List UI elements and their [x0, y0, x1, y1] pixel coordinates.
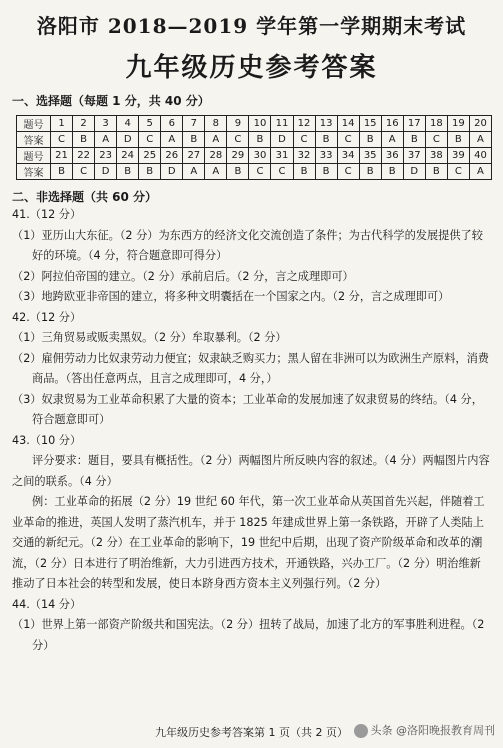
- question-number: 43.（10 分）: [12, 433, 82, 447]
- table-cell: C: [249, 164, 271, 180]
- document-subtitle: 九年级历史参考答案: [125, 53, 378, 83]
- table-cell: C: [271, 164, 293, 180]
- table-cell: 12: [293, 116, 315, 132]
- table-cell: A: [95, 132, 117, 148]
- table-cell: 16: [381, 116, 403, 132]
- table-row: [17, 132, 492, 148]
- answer-line: （1）三角贸易或贩卖黑奴。（2 分）牟取暴利。（2 分）: [12, 331, 287, 344]
- table-cell: C: [51, 132, 73, 148]
- watermark-text: 头条 @洛阳晚报教育周刊: [370, 724, 495, 737]
- answer-line: （3）地跨欧亚非帝国的建立，将多种文明囊括在一个国家之内。（2 分，言之成理即可）: [12, 290, 450, 303]
- table-cell: 27: [183, 148, 205, 164]
- table-cell: A: [469, 132, 491, 148]
- table-cell: 9: [227, 116, 249, 132]
- table-cell: 28: [205, 148, 227, 164]
- table-cell: C: [337, 164, 359, 180]
- section-2-heading: 二、非选择题（共 60 分）: [12, 190, 158, 204]
- table-cell: 2: [73, 116, 95, 132]
- answer-line: （3）奴隶贸易为工业革命积累了大量的资本；工业革命的发展加速了奴隶贸易的终结。（4 分，符合题意即可）: [12, 392, 483, 426]
- table-cell: D: [403, 164, 425, 180]
- table-cell: B: [447, 132, 469, 148]
- table-cell: D: [117, 132, 139, 148]
- page-footer: 九年级历史参考答案第 1 页（共 2 页）: [155, 726, 348, 739]
- table-cell: B: [73, 132, 95, 148]
- table-cell: B: [139, 164, 161, 180]
- section-1-heading: 一、选择题（每题 1 分，共 40 分）: [12, 94, 210, 108]
- table-cell: C: [139, 132, 161, 148]
- table-cell: 25: [139, 148, 161, 164]
- row-label: 题号: [17, 148, 51, 164]
- table-cell: A: [183, 164, 205, 180]
- table-cell: 38: [425, 148, 447, 164]
- account-avatar-icon: [354, 724, 368, 738]
- table-cell: 19: [447, 116, 469, 132]
- table-cell: 10: [249, 116, 271, 132]
- table-cell: A: [469, 164, 491, 180]
- table-cell: 22: [73, 148, 95, 164]
- table-row: [17, 116, 492, 132]
- question-number: 44.（14 分）: [12, 597, 82, 611]
- table-cell: 29: [227, 148, 249, 164]
- answer-body: [12, 205, 491, 656]
- table-cell: 39: [447, 148, 469, 164]
- table-cell: D: [161, 164, 183, 180]
- table-cell: 37: [403, 148, 425, 164]
- table-cell: B: [315, 164, 337, 180]
- table-cell: 23: [95, 148, 117, 164]
- table-cell: C: [293, 132, 315, 148]
- question-number: 41.（12 分）: [12, 208, 82, 221]
- table-cell: 30: [249, 148, 271, 164]
- table-cell: 7: [183, 116, 205, 132]
- table-cell: 26: [161, 148, 183, 164]
- table-cell: D: [271, 132, 293, 148]
- table-cell: 21: [51, 148, 73, 164]
- row-label: 答案: [17, 164, 51, 180]
- table-cell: C: [337, 132, 359, 148]
- table-cell: 31: [271, 148, 293, 164]
- table-cell: 1: [51, 116, 73, 132]
- table-cell: 6: [161, 116, 183, 132]
- table-cell: 15: [359, 116, 381, 132]
- row-label: 答案: [17, 132, 51, 148]
- table-cell: 17: [403, 116, 425, 132]
- table-cell: B: [51, 164, 73, 180]
- table-cell: D: [95, 164, 117, 180]
- answer-line: （1）亚历山大东征。（2 分）为东西方的经济文化交流创造了条件；为古代科学的发展提供了较好的环境。（4 分，符合题意即可得分）: [12, 228, 483, 262]
- table-cell: A: [161, 132, 183, 148]
- table-cell: C: [447, 164, 469, 180]
- table-row: [17, 164, 492, 180]
- table-cell: A: [205, 164, 227, 180]
- table-cell: 35: [359, 148, 381, 164]
- answer-line: （2）阿拉伯帝国的建立。（2 分）承前启后。（2 分，言之成理即可）: [12, 269, 354, 283]
- table-cell: 34: [337, 148, 359, 164]
- table-cell: 14: [337, 116, 359, 132]
- table-cell: B: [359, 164, 381, 180]
- table-cell: B: [183, 132, 205, 148]
- table-cell: 5: [139, 116, 161, 132]
- table-cell: B: [403, 132, 425, 148]
- table-cell: 33: [315, 148, 337, 164]
- table-cell: 32: [293, 148, 315, 164]
- table-cell: B: [117, 164, 139, 180]
- table-cell: A: [381, 132, 403, 148]
- exam-title: 洛阳市 2018—2019 学年第一学期期末考试: [36, 14, 467, 38]
- answer-line: （1）世界上第一部资产阶级共和国宪法。（2 分）扭转了战局，加速了北方的军事胜利进程。（2 分）: [12, 618, 485, 652]
- table-cell: B: [315, 132, 337, 148]
- table-cell: 24: [117, 148, 139, 164]
- table-cell: 8: [205, 116, 227, 132]
- table-cell: B: [381, 164, 403, 180]
- table-cell: 3: [95, 116, 117, 132]
- table-cell: B: [249, 132, 271, 148]
- answer-table: [16, 115, 492, 180]
- table-cell: B: [227, 164, 249, 180]
- table-cell: A: [205, 132, 227, 148]
- answer-line: 例：工业革命的拓展（2 分）19 世纪 60 年代，第一次工业革命从英国首先兴起，伴随着工业革命的推进，英国人发明了蒸汽机车，并于 1825 年建成世界上第一条铁路，开辟了人类陆上交通的新纪元。（2 分）在工业革命的影响下，19 世纪中后期，出现了资产阶级革命和改革的潮流，（2 分）日本进行了明治维新，大力引进西方技术，开通铁路，兴办工厂。（2 分）明治维新推动了日本社会的转型和发展，使日本跻身西方资本主义列强行列。（2 分）: [12, 495, 485, 590]
- table-cell: 18: [425, 116, 447, 132]
- table-cell: 36: [381, 148, 403, 164]
- table-cell: 13: [315, 116, 337, 132]
- table-cell: B: [293, 164, 315, 180]
- table-row: [17, 148, 492, 164]
- table-cell: B: [359, 132, 381, 148]
- table-cell: 4: [117, 116, 139, 132]
- answer-line: （2）雇佣劳动力比奴隶劳动力便宜；奴隶缺乏购买力；黑人留在非洲可以为欧洲生产原料，消费商品。（答出任意两点，且言之成理即可，4 分，）: [12, 351, 489, 385]
- source-watermark: [354, 722, 496, 738]
- question-number: 42.（12 分）: [12, 310, 82, 324]
- row-label: 题号: [17, 116, 51, 132]
- table-cell: 40: [469, 148, 491, 164]
- answer-line: 评分要求：题目，要具有概括性。（2 分）两幅图片所反映内容的叙述。（4 分）两幅图片内容之间的联系。（4 分）: [12, 454, 490, 488]
- table-cell: C: [425, 132, 447, 148]
- table-cell: C: [73, 164, 95, 180]
- table-cell: 11: [271, 116, 293, 132]
- table-cell: 20: [469, 116, 491, 132]
- table-cell: C: [227, 132, 249, 148]
- table-cell: B: [425, 164, 447, 180]
